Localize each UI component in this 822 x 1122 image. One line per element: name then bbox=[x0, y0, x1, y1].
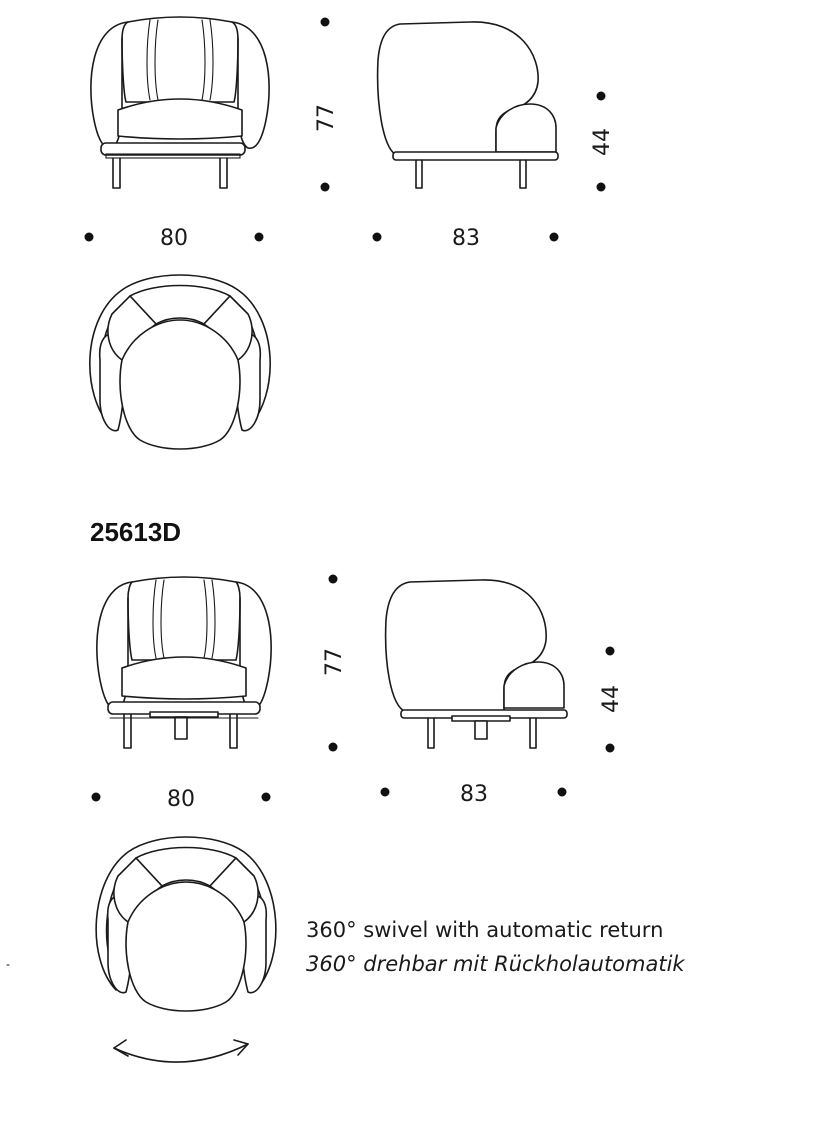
model-code: 25613D bbox=[90, 517, 182, 547]
swivel-chair-side-view bbox=[386, 580, 567, 748]
swivel-height-label: 77 bbox=[322, 648, 347, 676]
static-depth-label: 83 bbox=[452, 226, 480, 251]
static-seat-height-label: 44 bbox=[590, 128, 615, 156]
swivel-note-english: 360° swivel with automatic return bbox=[306, 918, 664, 942]
swivel-depth-label: 83 bbox=[460, 782, 488, 807]
static-chair-top-view bbox=[90, 275, 270, 449]
static-height-dimension bbox=[314, 18, 339, 192]
swivel-note-german: 360° drehbar mit Rückholautomatik bbox=[306, 952, 685, 976]
swivel-width-dimension bbox=[92, 787, 271, 812]
swivel-chair-top-view bbox=[96, 837, 276, 1011]
static-chair-front-view bbox=[91, 17, 269, 188]
swivel-height-dimension bbox=[322, 575, 347, 752]
swivel-depth-dimension bbox=[381, 782, 567, 807]
static-chair-side-view bbox=[378, 22, 558, 188]
static-width-dimension bbox=[85, 226, 264, 251]
swivel-width-label: 80 bbox=[167, 787, 195, 812]
static-width-label: 80 bbox=[160, 226, 188, 251]
static-seat-height-dimension bbox=[590, 92, 615, 192]
swivel-rotation-arrow-icon bbox=[114, 1040, 248, 1062]
static-depth-dimension bbox=[373, 226, 559, 251]
swivel-seat-height-label: 44 bbox=[599, 685, 624, 713]
static-height-label: 77 bbox=[314, 104, 339, 132]
swivel-chair-front-view bbox=[97, 577, 271, 748]
swivel-seat-height-dimension bbox=[599, 647, 624, 753]
